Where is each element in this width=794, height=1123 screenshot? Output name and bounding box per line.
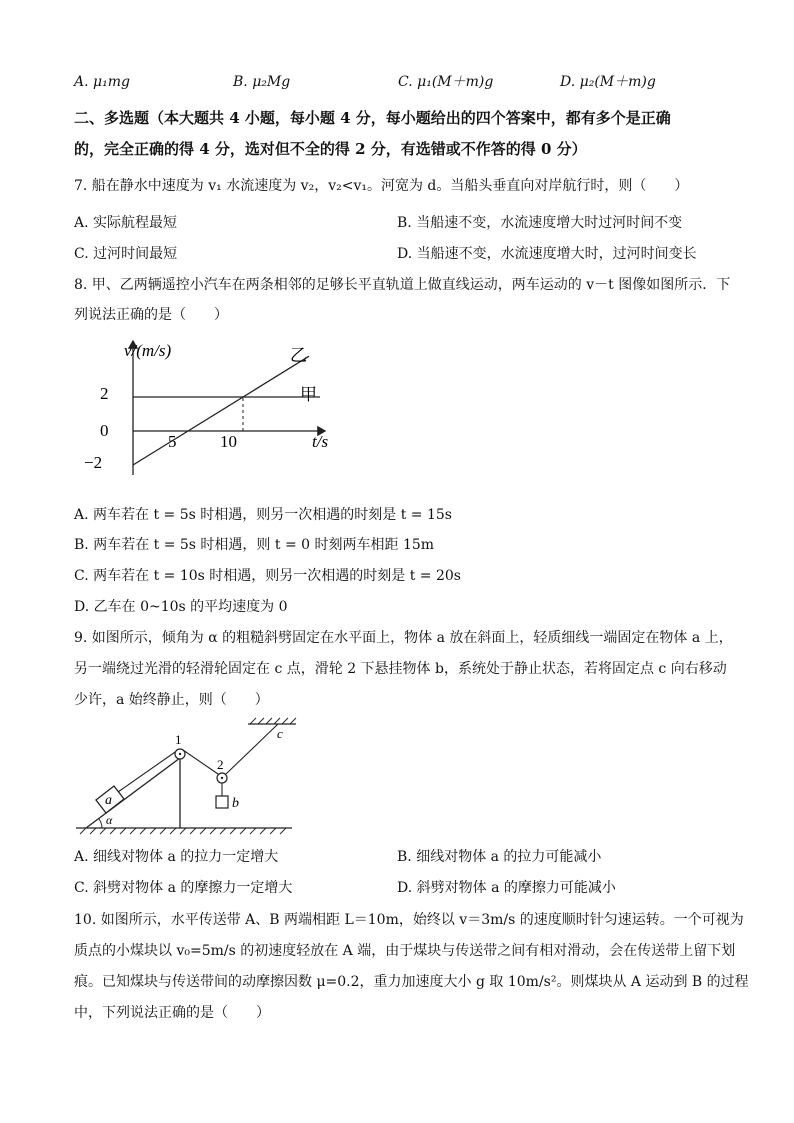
q7-option-b[interactable]: B. 当船速不变，水流速度增大时过河时间不变 [397,215,683,231]
ceiling-hatch [250,718,296,724]
x-tick-5: 5 [168,432,177,451]
q10-stem-line1: 10. 如图所示，水平传送带 A、B 两端相距 L＝10m，始终以 v＝3m/s 的速度顺时针匀速运转。一个可视为 [74,912,744,928]
q9-stem-line1: 9. 如图所示，倾角为 α 的粗糙斜劈固定在水平面上，物体 a 放在斜面上，轻质细线一端固定在物体 a 上， [74,630,733,646]
incline-surface [86,758,180,828]
q10-stem-line3: 痕。已知煤块与传送带间的动摩擦因数 μ=0.2，重力加速度大小 g 取 10m/s²。则煤块从 A 运动到 B 的过程 [74,974,749,990]
q8-stem-line2: 列说法正确的是（ ） [74,307,228,323]
ground-hatch [80,828,286,834]
q8-stem-line1: 8. 甲、乙两辆遥控小汽车在两条相邻的足够长平直轨道上做直线运动，两车运动的 v－t 图像如图所示．下 [74,277,731,293]
vt-graph [80,335,340,485]
q10-stem-line4: 中，下列说法正确的是（ ） [74,1005,270,1021]
section-heading-line2: 的，完全正确的得 4 分，选对但不全的得 2 分，有选错或不作答的得 0 分） [74,140,587,158]
q7-option-c[interactable]: C. 过河时间最短 [74,246,178,262]
q8-option-b[interactable]: B. 两车若在 t = 5s 时相遇，则 t = 0 时刻两车相距 15m [74,537,435,553]
label-a: a [105,793,112,808]
label-c: c [277,726,283,741]
prev-option-b[interactable]: B. μ₂Mg [233,74,291,90]
x-axis-label: t/s [312,432,329,451]
y-tick-0: 0 [100,421,109,440]
q8-option-c[interactable]: C. 两车若在 t = 10s 时相遇，则另一次相遇的时刻是 t = 20s [74,568,461,584]
string-a-to-pulley1 [118,750,178,792]
label-1: 1 [175,732,182,747]
series-label-jia: 甲 [300,385,317,404]
string-pulley1-to-pulley2 [183,750,218,774]
incline-pulley-diagram [72,712,302,842]
q9-option-d[interactable]: D. 斜劈对物体 a 的摩擦力可能减小 [397,880,616,896]
x-tick-10: 10 [220,432,237,451]
series-label-yi: 乙 [290,346,307,365]
q9-stem-line2: 另一端绕过光滑的轻滑轮固定在 c 点，滑轮 2 下悬挂物体 b，系统处于静止状态，若将固定点 c 向右移动 [74,661,727,677]
prev-option-a[interactable]: A. μ₁mg [74,74,130,90]
q10-stem-line2: 质点的小煤块以 v₀=5m/s 的初速度轻放在 A 端，由于煤块与传送带之间有相对滑动，会在传送带上留下划 [74,943,736,959]
q8-option-a[interactable]: A. 两车若在 t = 5s 时相遇，则另一次相遇的时刻是 t = 15s [74,507,452,523]
prev-option-c[interactable]: C. μ₁(M＋m)g [398,74,494,90]
y-axis-label: v/(m/s) [124,341,172,360]
y-tick-neg2: −2 [84,453,103,472]
angle-alpha-arc [99,819,102,828]
q7-option-a[interactable]: A. 实际航程最短 [74,215,178,231]
y-tick-2: 2 [100,384,109,403]
string-pulley2-to-c [226,724,278,774]
q9-option-c[interactable]: C. 斜劈对物体 a 的摩擦力一定增大 [74,880,293,896]
q7-stem: 7. 船在静水中速度为 v₁ 水流速度为 v₂，v₂<v₁。河宽为 d。当船头垂直向对岸航行时，则（ ） [74,178,689,194]
label-alpha: α [106,813,113,827]
section-heading-line1: 二、多选题（本大题共 4 小题，每小题 4 分，每小题给出的四个答案中，都有多个是正确 [74,109,671,127]
q8-option-d[interactable]: D. 乙车在 0~10s 的平均速度为 0 [74,599,288,615]
label-b: b [232,796,239,811]
q9-option-a[interactable]: A. 细线对物体 a 的拉力一定增大 [74,849,279,865]
label-2: 2 [217,757,224,772]
q7-option-d[interactable]: D. 当船速不变，水流速度增大时，过河时间变长 [397,246,697,262]
prev-option-d[interactable]: D. μ₂(M＋m)g [560,74,656,90]
q9-option-b[interactable]: B. 细线对物体 a 的拉力可能减小 [397,849,602,865]
block-b [216,796,228,808]
q9-stem-line3: 少许，a 始终静止，则（ ） [74,692,269,708]
